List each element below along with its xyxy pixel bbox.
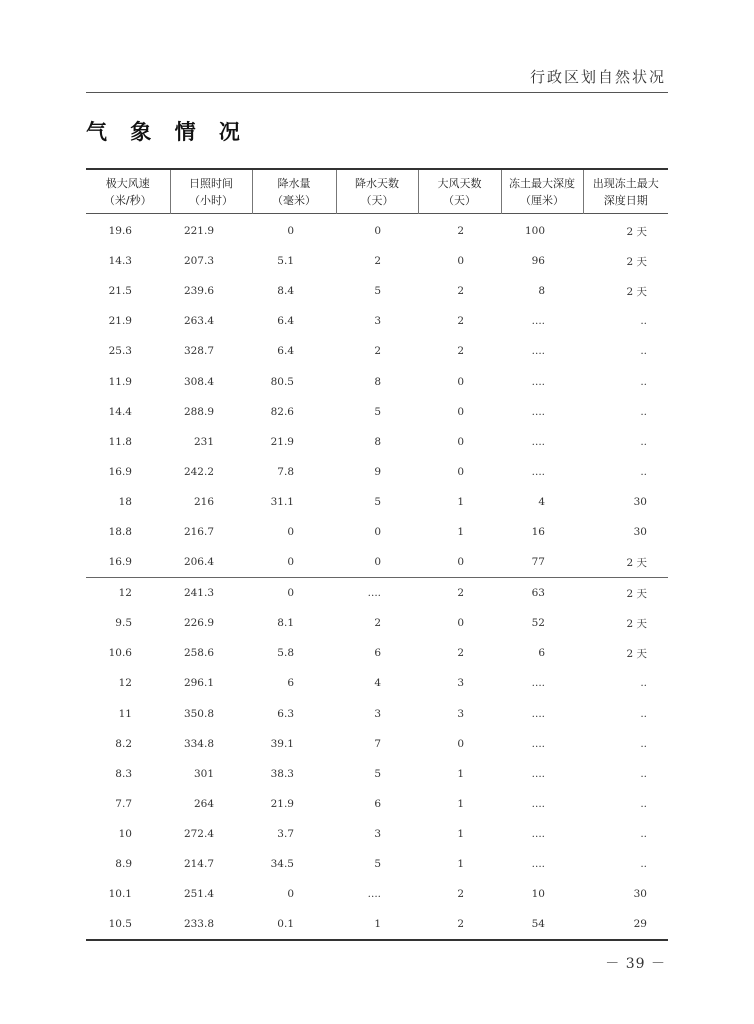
- table-cell: ....: [531, 797, 545, 810]
- table-cell: 0.1: [252, 909, 336, 940]
- table-cell: 6: [538, 647, 545, 660]
- table-cell: 16.9: [108, 465, 132, 478]
- table-cell: 10: [118, 827, 132, 840]
- table-cell: 18.8: [108, 525, 132, 538]
- table-cell: 2: [457, 888, 464, 901]
- table-cell: ....: [531, 707, 545, 720]
- table-cell: 239.6: [183, 285, 214, 298]
- table-cell: ..: [640, 767, 647, 780]
- table-row: [86, 909, 668, 940]
- table-cell: 350.8: [183, 707, 214, 720]
- table-cell: 0: [287, 525, 294, 538]
- table-cell: 301: [193, 767, 214, 780]
- table-cell: ..: [640, 827, 647, 840]
- table-cell: ....: [531, 767, 545, 780]
- table-cell: 77: [531, 556, 545, 569]
- table-cell: ....: [531, 315, 545, 328]
- table-cell: 6.4: [277, 315, 294, 328]
- table-cell: 4: [538, 495, 545, 508]
- table-cell: 11.8: [108, 435, 132, 448]
- table-cell: ....: [367, 888, 381, 901]
- table-cell: 7: [374, 737, 381, 750]
- table-cell: 241.3: [170, 578, 252, 609]
- table-cell: 7.7: [115, 797, 132, 810]
- table-cell: ..: [640, 707, 647, 720]
- table-cell: 226.9: [183, 617, 214, 630]
- table-cell: 3: [374, 707, 381, 720]
- table-cell: 1: [457, 827, 464, 840]
- table-row: [86, 276, 668, 306]
- table-cell: 258.6: [183, 647, 214, 660]
- table-row: [86, 487, 668, 517]
- table-cell: 0: [374, 225, 381, 238]
- table-cell: 2: [374, 617, 381, 630]
- table-row: [86, 517, 668, 547]
- table-row: [86, 547, 668, 578]
- table-cell: 14.4: [108, 405, 132, 418]
- table-cell: 2 天: [626, 225, 647, 238]
- table-cell: 2: [374, 255, 381, 268]
- table-cell: ....: [531, 345, 545, 358]
- table-cell: 9.5: [115, 617, 132, 630]
- table-cell: 5: [374, 495, 381, 508]
- column-header-precipitation-days: 降水天数 （天）: [336, 169, 418, 214]
- table-cell: ....: [531, 827, 545, 840]
- table-cell: 2: [457, 285, 464, 298]
- table-cell: 233.8: [170, 909, 252, 940]
- table-cell: 18: [118, 495, 132, 508]
- table-cell: 0: [252, 578, 336, 609]
- table-cell: 8.4: [277, 285, 294, 298]
- table-cell: ....: [531, 737, 545, 750]
- table-cell: 12: [118, 677, 132, 690]
- table-cell: 82.6: [270, 405, 294, 418]
- table-cell: 5: [374, 285, 381, 298]
- table-cell: 264: [193, 797, 214, 810]
- table-cell: 5: [374, 405, 381, 418]
- table-cell: ..: [640, 405, 647, 418]
- table-cell: 207.3: [183, 255, 214, 268]
- table-row: [86, 668, 668, 698]
- table-row: [86, 849, 668, 879]
- table-cell: ..: [640, 677, 647, 690]
- table-cell: 29: [583, 909, 668, 940]
- table-row: [86, 879, 668, 909]
- table-cell: 0: [287, 556, 294, 569]
- table-cell: 0: [457, 405, 464, 418]
- table-cell: 1: [457, 797, 464, 810]
- table-row: [86, 397, 668, 427]
- table-cell: 2 天: [626, 647, 647, 660]
- table-cell: 328.7: [183, 345, 214, 358]
- table-cell: ....: [336, 578, 418, 609]
- table-cell: 0: [287, 888, 294, 901]
- table-cell: 11: [118, 707, 132, 720]
- table-cell: 30: [633, 495, 647, 508]
- table-cell: 80.5: [270, 375, 294, 388]
- table-cell: 6: [374, 647, 381, 660]
- column-header-gale-days: 大风天数 （天）: [418, 169, 501, 214]
- table-cell: 0: [457, 375, 464, 388]
- table-cell: 3: [374, 315, 381, 328]
- table-cell: 9: [374, 465, 381, 478]
- table-cell: 8.9: [115, 858, 132, 871]
- table-cell: 6: [287, 677, 294, 690]
- table-cell: 2: [457, 647, 464, 660]
- table-cell: 5: [374, 767, 381, 780]
- table-cell: 1: [457, 767, 464, 780]
- table-cell: 8: [374, 375, 381, 388]
- table-cell: 206.4: [183, 556, 214, 569]
- table-cell: 5.1: [277, 255, 294, 268]
- table-cell: 5.8: [277, 647, 294, 660]
- table-row: [86, 608, 668, 638]
- table-row: [86, 366, 668, 396]
- table-cell: 2 天: [626, 556, 647, 569]
- table-cell: 12: [86, 578, 170, 609]
- table-cell: 2 天: [583, 578, 668, 609]
- table-cell: 221.9: [183, 225, 214, 238]
- table-cell: 7.8: [277, 465, 294, 478]
- table-cell: 1: [457, 525, 464, 538]
- table-cell: 19.6: [108, 225, 132, 238]
- table-cell: 25.3: [108, 345, 132, 358]
- table-cell: ..: [640, 315, 647, 328]
- column-header-max-frozen-soil-depth: 冻土最大深度 （厘米）: [501, 169, 583, 214]
- table-cell: 16.9: [108, 556, 132, 569]
- table-row: [86, 759, 668, 789]
- table-cell: 30: [633, 525, 647, 538]
- section-title: 气 象 情 况: [86, 119, 248, 144]
- table-row: [86, 306, 668, 336]
- table-cell: ....: [531, 375, 545, 388]
- table-cell: 0: [457, 617, 464, 630]
- table-cell: ..: [640, 345, 647, 358]
- table-cell: 5: [374, 858, 381, 871]
- table-cell: 272.4: [183, 827, 214, 840]
- table-cell: 2: [418, 578, 501, 609]
- table-cell: 14.3: [108, 255, 132, 268]
- table-cell: ....: [531, 465, 545, 478]
- column-header-frozen-soil-depth-date: 出现冻土最大 深度日期: [583, 169, 668, 214]
- table-row: [86, 336, 668, 366]
- table-cell: 0: [457, 465, 464, 478]
- table-cell: 308.4: [183, 375, 214, 388]
- table-cell: ..: [640, 737, 647, 750]
- table-row: [86, 819, 668, 849]
- table-cell: 31.1: [270, 495, 294, 508]
- table-cell: 10: [531, 888, 545, 901]
- header-rule: [86, 92, 668, 93]
- table-cell: ....: [531, 405, 545, 418]
- table-row: [86, 638, 668, 668]
- table-cell: 8.2: [115, 737, 132, 750]
- table-cell: 6: [374, 797, 381, 810]
- table-cell: 10.5: [86, 909, 170, 940]
- table-cell: 2: [457, 315, 464, 328]
- table-cell: 3: [457, 677, 464, 690]
- table-cell: ..: [640, 375, 647, 388]
- table-cell: 21.9: [270, 797, 294, 810]
- table-cell: 52: [531, 617, 545, 630]
- table-cell: 21.9: [270, 435, 294, 448]
- table-cell: 10.6: [108, 647, 132, 660]
- table-cell: 216: [193, 495, 214, 508]
- table-cell: ....: [531, 677, 545, 690]
- table-cell: 334.8: [183, 737, 214, 750]
- column-header-precipitation: 降水量 （毫米）: [252, 169, 336, 214]
- table-cell: 0: [457, 556, 464, 569]
- table-cell: 100: [524, 225, 545, 238]
- table-cell: 96: [531, 255, 545, 268]
- table-cell: 0: [374, 525, 381, 538]
- table-cell: 6.4: [277, 345, 294, 358]
- table-cell: 214.7: [183, 858, 214, 871]
- table-cell: 21.9: [108, 315, 132, 328]
- table-cell: 1: [336, 909, 418, 940]
- table-cell: 0: [457, 435, 464, 448]
- table-cell: 242.2: [183, 465, 214, 478]
- table-cell: 21.5: [108, 285, 132, 298]
- column-header-sunshine-hours: 日照时间 （小时）: [170, 169, 252, 214]
- table-cell: 231: [193, 435, 214, 448]
- table-cell: 3: [457, 707, 464, 720]
- table-cell: 54: [501, 909, 583, 940]
- table-cell: 2 天: [626, 255, 647, 268]
- table-cell: 16: [531, 525, 545, 538]
- column-header-max-wind-speed: 极大风速 （米/秒）: [103, 176, 152, 207]
- table-cell: 1: [457, 495, 464, 508]
- table-cell: 34.5: [270, 858, 294, 871]
- table-cell: ....: [531, 858, 545, 871]
- table-row: [86, 214, 668, 247]
- table-row: [86, 246, 668, 276]
- table-cell: 296.1: [183, 677, 214, 690]
- table-cell: ..: [640, 858, 647, 871]
- table-cell: 8.3: [115, 767, 132, 780]
- table-cell: 0: [287, 225, 294, 238]
- table-row: [86, 699, 668, 729]
- table-cell: 263.4: [183, 315, 214, 328]
- table-row: [86, 789, 668, 819]
- table-cell: 2: [418, 909, 501, 940]
- table-cell: ..: [640, 797, 647, 810]
- table-cell: 8: [538, 285, 545, 298]
- table-cell: 39.1: [270, 737, 294, 750]
- table-body: [86, 214, 668, 941]
- table-cell: 63: [501, 578, 583, 609]
- table-cell: 3: [374, 827, 381, 840]
- table-cell: 216.7: [183, 525, 214, 538]
- table-row: [86, 457, 668, 487]
- table-row: [86, 427, 668, 457]
- table-cell: 11.9: [108, 375, 132, 388]
- table-cell: 2: [374, 345, 381, 358]
- table-cell: 38.3: [270, 767, 294, 780]
- table-row: [86, 578, 668, 609]
- table-cell: 1: [457, 858, 464, 871]
- weather-table: [86, 168, 668, 941]
- table-cell: 2 天: [626, 617, 647, 630]
- table-cell: 0: [457, 255, 464, 268]
- table-cell: 2 天: [626, 285, 647, 298]
- table-cell: 8.1: [277, 617, 294, 630]
- table-cell: 2: [457, 225, 464, 238]
- table-cell: 0: [374, 556, 381, 569]
- table-row: [86, 729, 668, 759]
- table-cell: 3.7: [277, 827, 294, 840]
- table-cell: 8: [374, 435, 381, 448]
- table-cell: ..: [640, 435, 647, 448]
- table-cell: ....: [531, 435, 545, 448]
- table-cell: 2: [457, 345, 464, 358]
- table-cell: 288.9: [183, 405, 214, 418]
- page-number: － 39 －: [605, 956, 666, 972]
- running-head: 行政区划自然状况: [529, 68, 666, 86]
- table-header-row: [86, 169, 668, 214]
- table-cell: 0: [457, 737, 464, 750]
- table-cell: 30: [633, 888, 647, 901]
- table-cell: 6.3: [277, 707, 294, 720]
- table-cell: 10.1: [108, 888, 132, 901]
- table-cell: 4: [374, 677, 381, 690]
- table-cell: ..: [640, 465, 647, 478]
- table-cell: 251.4: [183, 888, 214, 901]
